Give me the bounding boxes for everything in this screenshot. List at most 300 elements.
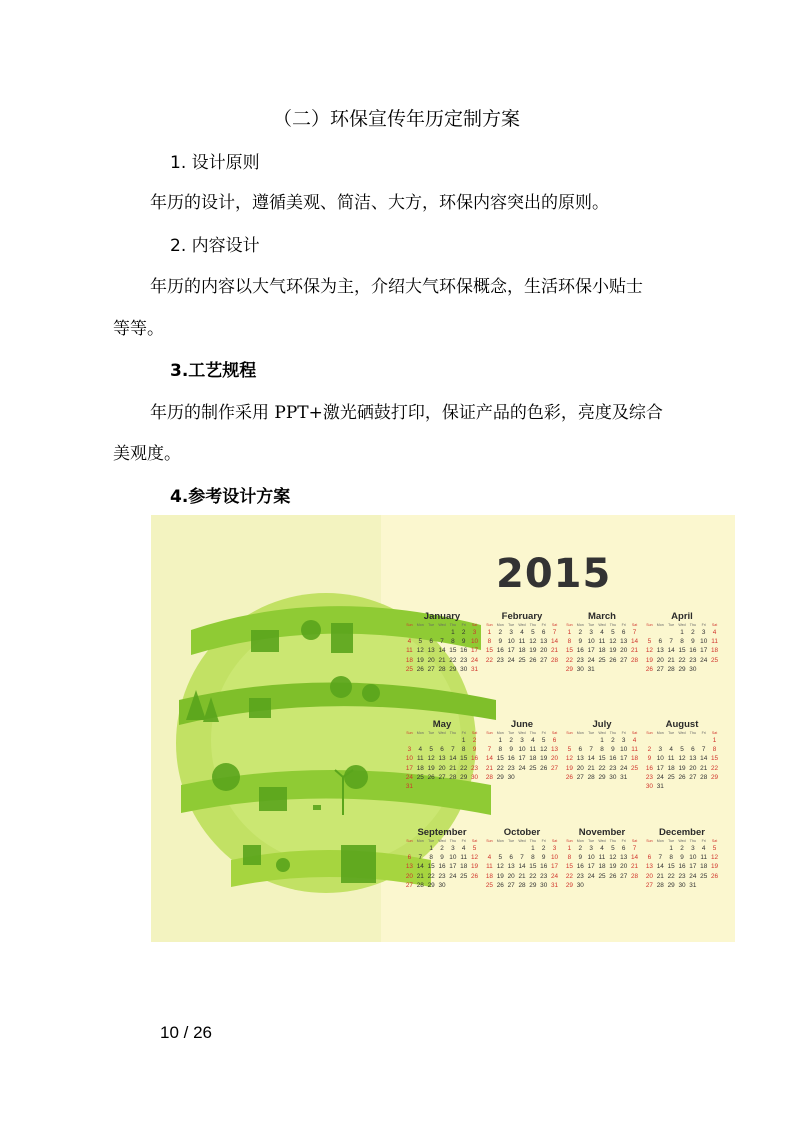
day-cell: 12 (471, 854, 479, 862)
day-cell: 4 (531, 737, 535, 744)
day-grid (484, 845, 560, 889)
weekday-label: Sun (566, 731, 573, 735)
day-cell: 14 (416, 863, 424, 871)
day-cell: 25 (700, 872, 708, 880)
day-cell: 25 (460, 872, 468, 880)
weekday-label: Thu (609, 623, 616, 627)
page-number: 10 / 26 (160, 1023, 212, 1042)
day-cell: 26 (471, 872, 479, 880)
day-cell: 12 (540, 746, 548, 754)
weekday-label: Sat (631, 623, 638, 627)
day-cell: 12 (678, 755, 686, 763)
day-cell: 8 (712, 746, 717, 754)
day-cell: 7 (669, 638, 673, 646)
day-cell: 22 (711, 764, 719, 772)
day-cell: 6 (578, 746, 583, 754)
day-cell: 1 (531, 845, 535, 852)
day-cell: 29 (565, 881, 573, 889)
day-cell: 6 (541, 629, 546, 636)
day-cell: 21 (518, 872, 526, 880)
day-cell: 24 (507, 656, 515, 664)
day-cell: 11 (486, 863, 493, 871)
day-cell: 27 (427, 665, 435, 673)
day-cell: 18 (598, 647, 606, 655)
weekday-label: Sun (486, 839, 493, 843)
day-cell: 2 (440, 845, 444, 852)
weekday-label: Fri (541, 731, 546, 735)
day-cell: 7 (701, 746, 706, 754)
day-cell: 2 (472, 737, 477, 744)
weekday-label: Sat (551, 623, 558, 627)
day-cell: 6 (440, 746, 444, 754)
day-cell: 7 (589, 746, 593, 754)
day-cell: 30 (507, 773, 515, 781)
day-cell: 11 (460, 854, 468, 862)
day-cell: 26 (565, 773, 573, 781)
paragraph-process: 年历的制作采用 PPT+激光硒鼓打印，保证产品的色彩，亮度及综合 (150, 403, 663, 423)
paragraph-design-principle: 年历的设计，遵循美观、简洁、大方，环保内容突出的原则。 (150, 193, 609, 213)
weekday-label: Mon (416, 623, 424, 627)
month-august (644, 719, 720, 790)
weekday-label: Tue (428, 623, 435, 627)
day-cell: 20 (656, 656, 664, 664)
month-july (564, 719, 640, 781)
day-cell: 27 (620, 656, 628, 664)
weekday-label: Sun (406, 623, 413, 627)
day-cell: 5 (531, 629, 535, 636)
day-cell: 17 (551, 863, 559, 871)
day-cell: 10 (587, 638, 595, 646)
day-cell: 20 (427, 656, 435, 664)
weekday-label: Sat (711, 623, 718, 627)
empty-cell (666, 629, 677, 636)
day-cell: 27 (507, 881, 515, 889)
weekday-label: Tue (588, 623, 595, 627)
day-grid (404, 845, 480, 889)
day-cell: 12 (645, 647, 653, 655)
day-cell: 31 (405, 782, 413, 790)
day-cell: 31 (656, 782, 664, 790)
weekday-label: Wed (438, 839, 446, 843)
month-name: April (671, 611, 693, 622)
empty-cell (404, 845, 415, 852)
day-cell: 25 (405, 665, 413, 673)
day-cell: 28 (667, 665, 675, 673)
weekday-label: Fri (621, 839, 626, 843)
day-cell: 29 (678, 665, 686, 673)
day-cell: 5 (680, 746, 684, 754)
day-cell: 8 (600, 746, 604, 754)
day-cell: 7 (487, 746, 492, 754)
weekday-label: Thu (529, 731, 536, 735)
day-cell: 18 (711, 647, 719, 655)
day-grid (564, 845, 640, 889)
day-cell: 10 (689, 854, 697, 862)
day-cell: 4 (407, 638, 412, 646)
day-cell: 22 (667, 872, 675, 880)
day-cell: 19 (496, 872, 504, 880)
day-cell: 12 (609, 854, 617, 862)
day-cell: 20 (576, 764, 584, 772)
day-cell: 25 (711, 656, 719, 664)
day-cell: 6 (647, 854, 652, 862)
day-cell: 12 (529, 638, 537, 646)
month-name: November (578, 827, 626, 838)
weekday-label: Sun (566, 839, 573, 843)
day-cell: 21 (700, 764, 708, 772)
weekday-label: Wed (438, 731, 446, 735)
day-cell: 19 (427, 764, 435, 772)
day-cell: 14 (518, 863, 526, 871)
day-cell: 18 (518, 647, 526, 655)
day-cell: 12 (711, 854, 719, 862)
day-cell: 26 (609, 872, 617, 880)
day-cell: 8 (567, 854, 572, 862)
weekday-label: Sun (646, 623, 653, 627)
day-cell: 27 (405, 881, 413, 889)
day-cell: 16 (678, 863, 686, 871)
day-cell: 21 (449, 764, 457, 772)
day-cell: 3 (589, 845, 593, 852)
day-cell: 16 (609, 755, 617, 763)
weekday-label: Tue (508, 623, 515, 627)
day-cell: 29 (460, 773, 468, 781)
empty-cell (415, 737, 426, 744)
day-cell: 22 (529, 872, 537, 880)
day-cell: 13 (689, 755, 697, 763)
day-cell: 20 (405, 872, 413, 880)
month-name: January (423, 611, 461, 622)
day-cell: 30 (540, 881, 548, 889)
heading-reference-design: 4.参考设计方案 (170, 487, 291, 507)
day-cell: 29 (598, 773, 606, 781)
weekday-label: Tue (668, 731, 675, 735)
day-cell: 24 (587, 656, 595, 664)
empty-cell (644, 629, 655, 636)
day-cell: 20 (689, 764, 697, 772)
weekday-label: Sat (471, 839, 478, 843)
day-cell: 3 (451, 845, 455, 852)
weekday-label: Tue (588, 839, 595, 843)
day-cell: 27 (540, 656, 548, 664)
weekday-label: Mon (656, 623, 664, 627)
day-cell: 4 (701, 845, 706, 852)
day-cell: 5 (472, 845, 477, 852)
weekday-label: Thu (609, 839, 616, 843)
weekday-label: Wed (598, 839, 606, 843)
month-name: September (417, 827, 467, 838)
empty-cell (426, 737, 437, 744)
empty-cell (655, 629, 666, 636)
day-cell: 10 (405, 755, 413, 763)
day-cell: 28 (631, 872, 639, 880)
day-cell: 17 (620, 755, 628, 763)
day-cell: 17 (587, 863, 595, 871)
day-cell: 28 (518, 881, 526, 889)
day-cell: 25 (667, 773, 675, 781)
day-grid (644, 629, 720, 673)
day-cell: 19 (711, 863, 719, 871)
weekday-label: Fri (621, 731, 626, 735)
weekday-label: Sun (646, 731, 653, 735)
day-cell: 10 (449, 854, 457, 862)
day-cell: 24 (449, 872, 457, 880)
day-cell: 16 (496, 647, 504, 655)
day-cell: 10 (620, 746, 628, 754)
day-cell: 14 (700, 755, 708, 763)
weekday-label: Mon (416, 839, 424, 843)
day-cell: 10 (700, 638, 708, 646)
day-cell: 9 (509, 746, 513, 754)
day-cell: 17 (507, 647, 515, 655)
day-cell: 24 (689, 872, 697, 880)
day-cell: 8 (461, 746, 466, 754)
weekday-label: Wed (678, 623, 686, 627)
empty-cell (655, 737, 666, 744)
day-cell: 14 (631, 854, 639, 862)
weekday-label: Wed (678, 731, 686, 735)
weekday-label: Sat (471, 623, 478, 627)
day-cell: 11 (518, 638, 526, 646)
weekday-label: Mon (656, 731, 664, 735)
month-october (484, 827, 560, 889)
month-march (564, 611, 640, 673)
day-cell: 11 (631, 746, 638, 754)
day-cell: 9 (578, 638, 583, 646)
day-cell: 1 (498, 737, 503, 744)
day-cell: 7 (418, 854, 423, 862)
month-january (404, 611, 480, 673)
day-cell: 16 (540, 863, 548, 871)
weekday-label: Thu (609, 731, 616, 735)
weekday-label: Thu (449, 623, 456, 627)
month-september (404, 827, 480, 889)
day-cell: 30 (678, 881, 686, 889)
day-cell: 17 (656, 764, 664, 772)
month-april (644, 611, 720, 673)
day-cell: 5 (712, 845, 717, 852)
day-cell: 12 (496, 863, 504, 871)
day-cell: 23 (576, 656, 584, 664)
day-cell: 4 (712, 629, 717, 636)
day-cell: 14 (485, 755, 493, 763)
day-cell: 11 (406, 647, 413, 655)
day-cell: 19 (416, 656, 424, 664)
day-cell: 22 (598, 764, 606, 772)
day-cell: 15 (711, 755, 719, 763)
day-cell: 11 (598, 638, 606, 646)
empty-cell (564, 737, 575, 744)
day-cell: 21 (485, 764, 493, 772)
day-cell: 11 (416, 755, 424, 763)
day-cell: 15 (667, 863, 675, 871)
weekday-label: Sat (711, 731, 718, 735)
day-cell: 29 (427, 881, 435, 889)
weekday-label: Mon (576, 731, 584, 735)
heading-content-design: 2. 内容设计 (170, 236, 260, 256)
weekday-label: Mon (496, 839, 504, 843)
month-june (484, 719, 560, 781)
heading-design-principle: 1. 设计原则 (170, 153, 260, 173)
weekday-label: Thu (449, 731, 456, 735)
day-cell: 16 (689, 647, 697, 655)
weekday-label: Fri (701, 839, 706, 843)
weekday-label: Tue (508, 731, 515, 735)
day-cell: 18 (667, 764, 675, 772)
day-cell: 19 (540, 755, 548, 763)
day-cell: 2 (541, 845, 546, 852)
day-cell: 2 (647, 746, 652, 754)
day-cell: 16 (645, 764, 653, 772)
weekday-label: Fri (541, 839, 546, 843)
weekday-label: Mon (496, 731, 504, 735)
month-name: February (501, 611, 543, 622)
day-cell: 23 (507, 764, 515, 772)
day-cell: 17 (700, 647, 708, 655)
day-cell: 9 (691, 638, 695, 646)
day-cell: 13 (576, 755, 584, 763)
month-name: December (659, 827, 705, 838)
day-cell: 25 (485, 881, 493, 889)
weekday-label: Thu (689, 731, 696, 735)
day-cell: 14 (631, 638, 639, 646)
day-cell: 26 (529, 656, 537, 664)
day-cell: 5 (611, 845, 615, 852)
day-cell: 17 (587, 647, 595, 655)
day-cell: 25 (529, 764, 537, 772)
day-cell: 23 (438, 872, 446, 880)
day-cell: 16 (576, 863, 584, 871)
day-cell: 29 (529, 881, 537, 889)
weekday-label: Thu (449, 839, 456, 843)
day-cell: 8 (429, 854, 433, 862)
day-cell: 27 (689, 773, 697, 781)
day-cell: 25 (518, 656, 526, 664)
day-cell: 30 (645, 782, 653, 790)
section-title: （二）环保宣传年历定制方案 (272, 108, 520, 130)
day-cell: 14 (587, 755, 595, 763)
day-cell: 5 (567, 746, 572, 754)
day-cell: 4 (487, 854, 492, 862)
day-cell: 22 (565, 872, 573, 880)
weekday-label: Sun (406, 839, 413, 843)
empty-cell (666, 737, 677, 744)
day-cell: 9 (498, 638, 503, 646)
day-cell: 21 (667, 656, 675, 664)
weekday-label: Tue (428, 731, 435, 735)
day-cell: 7 (632, 629, 637, 636)
weekday-label: Sun (566, 623, 573, 627)
day-cell: 31 (587, 665, 595, 673)
day-cell: 21 (587, 764, 595, 772)
weekday-label: Mon (656, 839, 664, 843)
day-cell: 14 (449, 755, 457, 763)
day-cell: 7 (520, 854, 524, 862)
day-cell: 20 (620, 647, 628, 655)
day-cell: 1 (712, 737, 717, 744)
weekday-label: Tue (428, 839, 435, 843)
day-cell: 18 (529, 755, 537, 763)
day-cell: 17 (405, 764, 413, 772)
day-cell: 24 (700, 656, 708, 664)
day-cell: 18 (700, 863, 708, 871)
day-cell: 2 (611, 737, 615, 744)
empty-cell (698, 737, 709, 744)
day-cell: 1 (487, 629, 492, 636)
empty-cell (484, 737, 495, 744)
day-cell: 31 (620, 773, 628, 781)
day-cell: 25 (598, 656, 606, 664)
day-cell: 18 (416, 764, 424, 772)
day-cell: 21 (416, 872, 424, 880)
day-cell: 15 (565, 647, 573, 655)
weekday-label: Fri (621, 623, 626, 627)
calendar-figure (151, 515, 735, 942)
day-cell: 4 (520, 629, 524, 636)
day-cell: 15 (529, 863, 537, 871)
weekday-label: Sat (631, 731, 638, 735)
day-cell: 28 (587, 773, 595, 781)
day-cell: 13 (656, 647, 664, 655)
day-cell: 2 (509, 737, 513, 744)
empty-cell (586, 737, 597, 744)
day-cell: 6 (621, 845, 626, 852)
day-cell: 2 (461, 629, 466, 636)
day-cell: 27 (656, 665, 664, 673)
day-cell: 25 (631, 764, 639, 772)
day-cell: 9 (578, 854, 583, 862)
day-cell: 29 (449, 665, 457, 673)
day-cell: 7 (440, 638, 444, 646)
day-cell: 8 (531, 854, 535, 862)
month-name: June (510, 719, 534, 730)
day-cell: 19 (565, 764, 573, 772)
day-cell: 23 (678, 872, 686, 880)
day-cell: 24 (587, 872, 595, 880)
day-cell: 4 (600, 629, 604, 636)
day-cell: 15 (565, 863, 573, 871)
day-cell: 1 (429, 845, 433, 852)
weekday-label: Wed (518, 731, 526, 735)
weekday-label: Fri (541, 623, 546, 627)
day-cell: 17 (689, 863, 697, 871)
day-cell: 26 (427, 773, 435, 781)
day-cell: 10 (656, 755, 664, 763)
day-cell: 20 (438, 764, 446, 772)
day-cell: 31 (689, 881, 697, 889)
day-cell: 21 (438, 656, 446, 664)
day-cell: 1 (461, 737, 466, 744)
empty-cell (677, 737, 688, 744)
month-name: March (588, 611, 616, 622)
weekday-label: Fri (701, 731, 706, 735)
empty-cell (655, 845, 666, 852)
day-cell: 14 (656, 863, 664, 871)
day-cell: 20 (620, 863, 628, 871)
day-cell: 7 (451, 746, 455, 754)
day-cell: 10 (587, 854, 595, 862)
day-cell: 15 (427, 863, 435, 871)
weekday-label: Tue (588, 731, 595, 735)
weekday-label: Mon (576, 623, 584, 627)
day-cell: 17 (449, 863, 457, 871)
day-cell: 5 (541, 737, 546, 744)
weekday-label: Thu (529, 623, 536, 627)
day-cell: 4 (418, 746, 423, 754)
day-cell: 9 (440, 854, 444, 862)
day-cell: 22 (427, 872, 435, 880)
day-cell: 1 (451, 629, 455, 636)
